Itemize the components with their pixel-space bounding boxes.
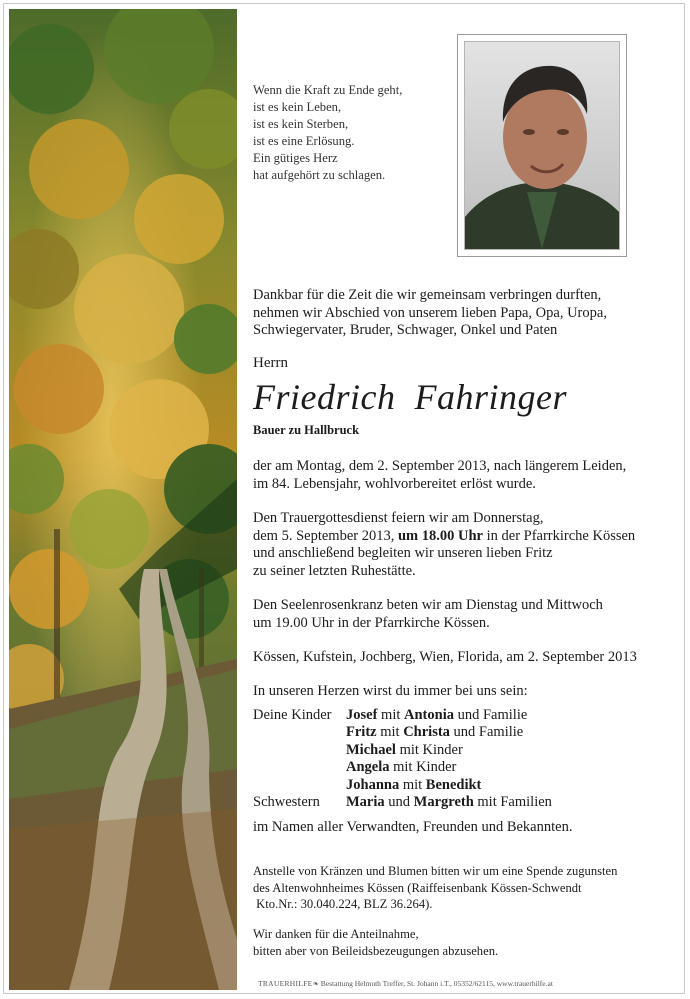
family-row [253, 724, 552, 741]
donation-line: Kto.Nr.: 30.040.224, BLZ 36.264). [253, 897, 433, 911]
family-name: Maria [346, 794, 385, 811]
family-text: mit [399, 776, 426, 793]
footer-logo: TRAUERHILFE [258, 979, 313, 988]
hearts-text: In unseren Herzen wirst du immer bei uns sein: [253, 683, 528, 699]
family-name: Fritz [346, 724, 377, 741]
thanks-line: Wir danken für die Anteilnahme, [253, 927, 419, 941]
place-date [253, 649, 637, 667]
family-name: Benedikt [425, 776, 482, 793]
label-spacer [253, 777, 346, 794]
label-spacer [253, 759, 346, 776]
family-row [253, 794, 552, 811]
label-spacer [253, 724, 346, 741]
hearts-line [253, 683, 528, 701]
death-line: der am Montag, dem 2. September 2013, nach längerem Leiden, [253, 458, 627, 474]
footer [258, 979, 553, 988]
portrait-frame [457, 34, 627, 257]
poem-line: hat aufgehört zu schlagen. [253, 168, 386, 182]
portrait-photo [465, 42, 619, 249]
family-name: Christa [403, 724, 450, 741]
poem-line: ist es kein Leben, [253, 100, 342, 114]
rosary-line: um 19.00 Uhr in der Pfarrkirche Kössen. [253, 614, 490, 631]
family-name: Josef [346, 707, 378, 723]
rosary-paragraph [253, 597, 603, 632]
poem-line: Ein gütiges Herz [253, 151, 338, 165]
family-row [253, 759, 552, 776]
family-list [253, 707, 552, 811]
donation-paragraph [253, 863, 617, 913]
relatives-text: im Namen aller Verwandten, Freunden und Bekannten. [253, 819, 573, 835]
family-row [253, 777, 552, 794]
children-label: Deine Kinder [253, 707, 332, 723]
place-date-line: Kössen, Kufstein, Jochberg, Wien, Florida, am 2. September 2013 [253, 649, 637, 665]
family-text: und Familie [449, 724, 524, 741]
intro-paragraph [253, 287, 607, 340]
deceased-name: Friedrich Fahringer [253, 377, 567, 417]
label-spacer [253, 742, 346, 759]
forest-path-image [9, 9, 237, 990]
service-line: zu seiner letzten Ruhestätte. [253, 562, 416, 579]
thanks-line: bitten aber von Beileidsbezeugungen abzusehen. [253, 943, 499, 958]
family-text: mit [377, 707, 405, 723]
service-place: in der Pfarrkirche Kössen [482, 527, 636, 544]
poem-line: ist es eine Erlösung. [253, 134, 355, 148]
poem-line: Wenn die Kraft zu Ende geht, [253, 83, 403, 97]
flame-icon: ❧ [312, 979, 319, 988]
footer-text: Bestattung Helmuth Treffer, St. Johann i.T., 05352/62115, www.trauerhilfe.at [318, 979, 553, 988]
intro-line: Dankbar für die Zeit die wir gemeinsam verbringen durften, [253, 287, 602, 303]
death-line: im 84. Lebensjahr, wohlvorbereitet erlöst wurde. [253, 475, 536, 492]
family-row [253, 707, 552, 724]
family-row [253, 742, 552, 759]
family-name: Michael [346, 741, 396, 758]
service-line: Den Trauergottesdienst feiern wir am Donnerstag, [253, 510, 544, 526]
service-paragraph [253, 510, 635, 580]
poem [253, 82, 402, 184]
service-time: um 18.00 Uhr [397, 527, 483, 544]
rosary-line: Den Seelenrosenkranz beten wir am Dienstag und Mittwoch [253, 597, 603, 613]
service-date: dem 5. September 2013, [253, 527, 398, 544]
family-text: mit Kinder [389, 759, 457, 776]
donation-line: Anstelle von Kränzen und Blumen bitten wir um eine Spende zugunsten [253, 864, 618, 878]
thanks-paragraph [253, 926, 498, 959]
intro-line: nehmen wir Abschied von unserem lieben Papa, Opa, Uropa, [253, 304, 607, 321]
family-name: Angela [346, 759, 390, 776]
donation-line: des Altenwohnheimes Kössen (Raiffeisenbank Kössen-Schwendt [253, 880, 582, 895]
family-text: mit Kinder [395, 741, 463, 758]
family-text: mit Familien [473, 794, 552, 811]
relatives-line [253, 819, 572, 837]
family-text: und [384, 794, 414, 811]
family-name: Margreth [413, 794, 474, 811]
service-line [253, 528, 635, 546]
family-name: Johanna [346, 776, 400, 793]
service-line: und anschließend begleiten wir unseren lieben Fritz [253, 545, 553, 561]
salutation: Herrn [253, 355, 288, 371]
intro-line: Schwiegervater, Bruder, Schwager, Onkel und Paten [253, 322, 558, 338]
deceased-title: Bauer zu Hallbruck [253, 423, 360, 437]
siblings-label: Schwestern [253, 794, 320, 811]
poem-line: ist es kein Sterben, [253, 117, 349, 131]
family-name: Antonia [404, 707, 454, 723]
family-text: mit [376, 724, 404, 741]
death-paragraph [253, 458, 626, 493]
family-text: und Familie [453, 707, 528, 723]
